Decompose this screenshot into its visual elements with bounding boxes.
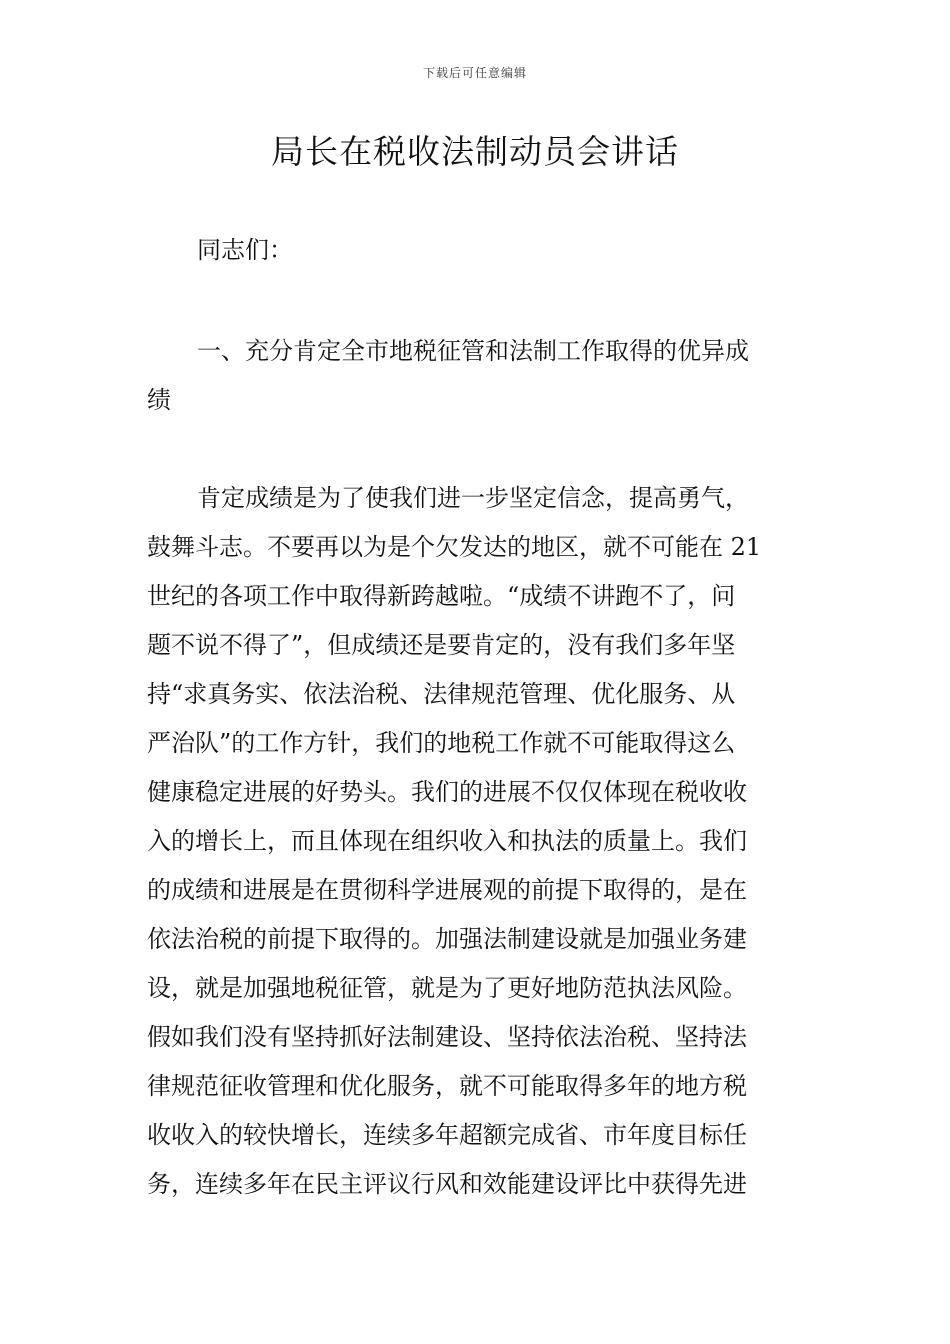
body-line: 鼓舞斗志。不要再以为是个欠发达的地区，就不可能在 21 — [147, 533, 762, 561]
body-line: 严治队”的工作方针，我们的地税工作就不可能取得这么 — [147, 729, 736, 757]
body-line: 题不说不得了”，但成绩还是要肯定的，没有我们多年坚 — [147, 631, 736, 659]
body-line: 世纪的各项工作中取得新跨越啦。“成绩不讲跑不了，问 — [147, 582, 736, 610]
body-line: 持“求真务实、依法治税、法律规范管理、优化服务、从 — [147, 680, 736, 708]
section-heading-line: 绩 — [147, 386, 171, 414]
body-line: 肯定成绩是为了使我们进一步坚定信念，提高勇气， — [197, 484, 749, 512]
body-line: 依法治税的前提下取得的。加强法制建设就是加强业务建 — [147, 925, 747, 953]
section-heading-line: 一、充分肯定全市地税征管和法制工作取得的优异成 — [197, 337, 749, 365]
body-line: 健康稳定进展的好势头。我们的进展不仅仅体现在税收收 — [147, 778, 747, 806]
body-line: 假如我们没有坚持抓好法制建设、坚持依法治税、坚持法 — [147, 1023, 747, 1051]
greeting-line: 同志们： — [197, 236, 293, 264]
document-title: 局长在税收法制动员会讲话 — [271, 132, 679, 171]
body-line: 的成绩和进展是在贯彻科学进展观的前提下取得的，是在 — [147, 876, 747, 904]
body-line: 律规范征收管理和优化服务，就不可能取得多年的地方税 — [147, 1072, 747, 1100]
body-line: 入的增长上，而且体现在组织收入和执法的质量上。我们 — [147, 827, 747, 855]
body-line: 务，连续多年在民主评议行风和效能建设评比中获得先进 — [147, 1170, 747, 1198]
header-note: 下载后可任意编辑 — [422, 66, 527, 80]
body-line: 设，就是加强地税征管，就是为了更好地防范执法风险。 — [147, 974, 747, 1002]
body-line: 收收入的较快增长，连续多年超额完成省、市年度目标任 — [147, 1121, 747, 1149]
